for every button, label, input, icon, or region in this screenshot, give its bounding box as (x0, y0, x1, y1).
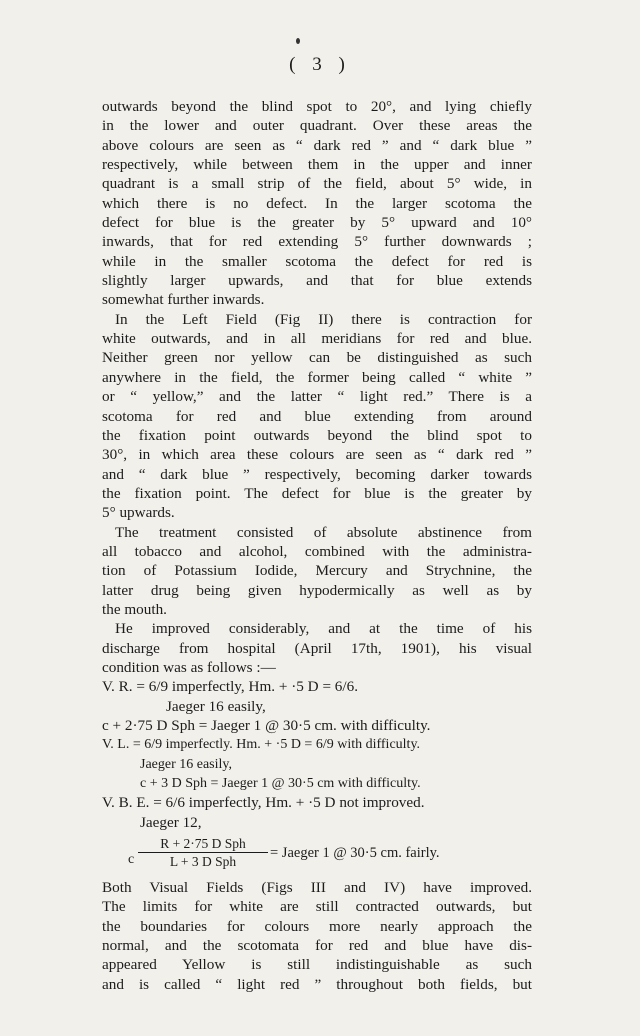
text-line: the mouth. (102, 600, 167, 618)
paragraph-4 (102, 619, 532, 677)
text-line: In the Left Field (Fig II) there is contraction for (115, 310, 532, 328)
vision-both-jaeger: Jaeger 12, (140, 813, 202, 831)
text-line: and is called “ light red ” throughout both fields, but (102, 975, 532, 993)
vision-left-correction: c + 3 D Sph = Jaeger 1 @ 30·5 cm with difficulty. (140, 776, 421, 792)
text-line: Neither green nor yellow can be distinguished as such (102, 349, 532, 367)
text-line: outwards beyond the blind spot to 20°, and lying chiefly (102, 98, 532, 115)
paragraph-1 (102, 97, 532, 310)
text-line: appeared Yellow is still indistinguishable as such (102, 956, 532, 974)
text-line: 5° upwards. (102, 504, 175, 522)
vision-left-jaeger: Jaeger 16 easily, (140, 756, 232, 772)
text-line: 30°, in which area these colours are seen as “ dark red ” (102, 446, 532, 464)
formula-prefix: c (128, 852, 135, 868)
text-line: slightly larger upwards, and that for blue extends (102, 272, 532, 290)
text-line: and “ dark blue ” respectively, becoming darker towards (102, 465, 532, 483)
visual-condition (102, 677, 532, 878)
paragraph-5 (102, 878, 532, 994)
text-line: defect for blue is the greater by 5° upward and 10° (102, 214, 532, 232)
formula-fraction (138, 835, 268, 871)
text-line: above colours are seen as “ dark red ” and “ dark blue ” (102, 136, 532, 154)
text-line: somewhat further inwards. (102, 291, 265, 309)
text-line: discharge from hospital (April 17th, 1901), his visual (102, 639, 532, 657)
text-line: The limits for white are still contracted outwards, but (102, 898, 532, 916)
text-line: the fixation point. The defect for blue is the greater by (102, 484, 532, 502)
formula-denominator: L + 3 D Sph (169, 854, 237, 870)
text-line: scotoma for red and blue extending from around (102, 407, 532, 425)
vision-right-eye: V. R. = 6/9 imperfectly, Hm. + ·5 D = 6/6. (102, 678, 359, 696)
text-line: the boundaries for colours more nearly approach the (102, 917, 532, 935)
correction-formula (102, 832, 532, 878)
text-line: The treatment consisted of absolute abstinence from (115, 523, 532, 541)
vision-right-jaeger: Jaeger 16 easily, (166, 697, 266, 715)
text-line: or “ yellow,” and the latter “ light red.” There is a (102, 388, 532, 406)
ink-speck (296, 38, 300, 44)
text-line: which there is no defect. In the larger scotoma the (102, 194, 532, 212)
text-line: tion of Potassium Iodide, Mercury and Strychnine, the (102, 562, 532, 580)
text-line: Both Visual Fields (Figs III and IV) have improved. (102, 879, 532, 897)
text-line: quadrant is a small strip of the field, about 5° wide, in (102, 175, 532, 193)
body-text (102, 97, 532, 994)
text-line: condition was as follows :— (102, 658, 276, 676)
text-line: white outwards, and in all meridians for red and blue. (102, 330, 532, 348)
vision-right-correction: c + 2·75 D Sph = Jaeger 1 @ 30·5 cm. with difficulty. (102, 717, 431, 734)
formula-numerator: R + 2·75 D Sph (138, 835, 268, 853)
text-line: while in the smaller scotoma the defect for red is (102, 252, 532, 270)
text-line: respectively, while between them in the upper and inner (102, 156, 532, 174)
text-line: latter drug being given hypodermically as well as by (102, 581, 532, 599)
text-line: in the lower and outer quadrant. Over these areas the (102, 117, 532, 135)
vision-left-eye: V. L. = 6/9 imperfectly. Hm. + ·5 D = 6/9 with difficulty. (102, 737, 421, 753)
text-line: normal, and the scotomata for red and blue have dis- (102, 937, 532, 955)
text-line: the fixation point outwards beyond the blind spot to (102, 426, 532, 444)
text-line: inwards, that for red extending 5° further downwards ; (102, 233, 532, 251)
text-line: all tobacco and alcohol, combined with the administra- (102, 542, 532, 560)
vision-both-eyes: V. B. E. = 6/6 imperfectly, Hm. + ·5 D not improved. (102, 794, 425, 812)
text-line: He improved considerably, and at the time of his (115, 620, 532, 638)
text-line: anywhere in the field, the former being called “ white ” (102, 368, 532, 386)
page-number: ( 3 ) (289, 54, 351, 75)
paragraph-2 (102, 310, 532, 523)
formula-result: = Jaeger 1 @ 30·5 cm. fairly. (270, 845, 440, 862)
paragraph-3 (102, 523, 532, 620)
